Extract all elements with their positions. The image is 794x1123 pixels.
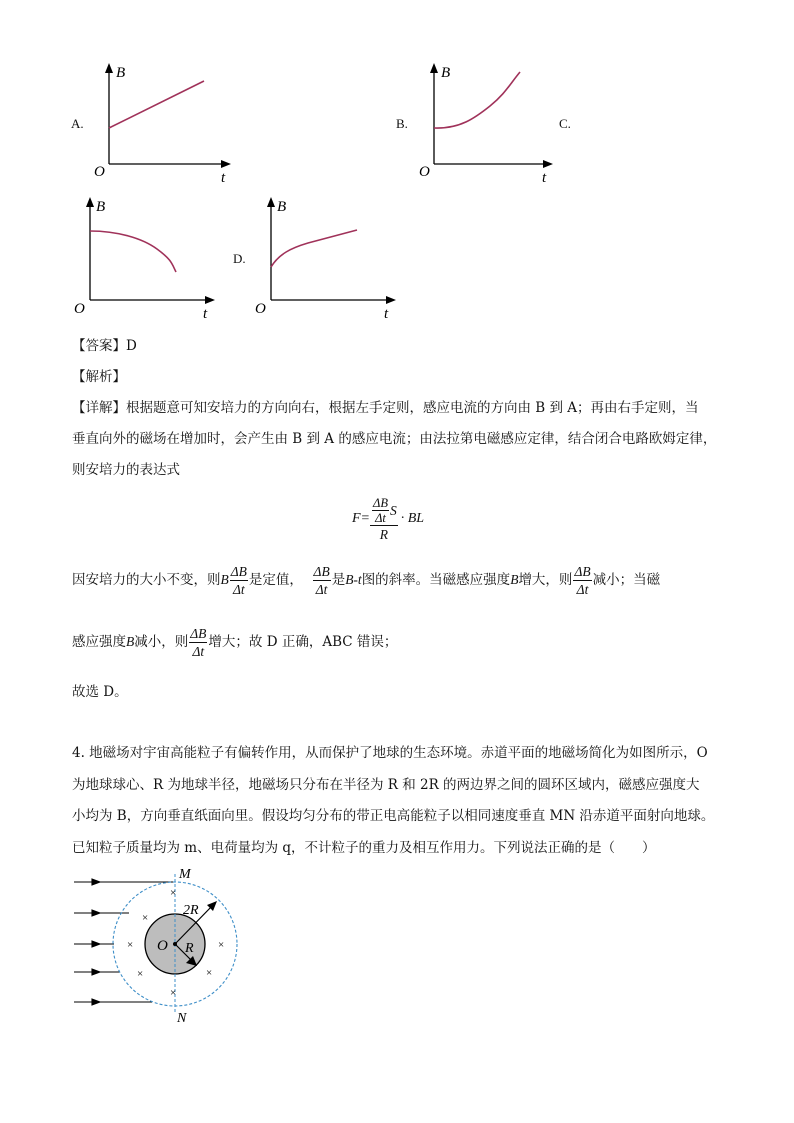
option-b-label: B.	[396, 116, 408, 131]
label-m: M	[179, 867, 191, 882]
svg-text:×: ×	[170, 887, 177, 899]
detail-line-3: 则安培力的表达式	[72, 462, 180, 478]
x-axis-arrow	[386, 296, 396, 304]
label-r: R	[185, 941, 194, 956]
label-n: N	[177, 1011, 187, 1026]
axis-label-t: t	[542, 170, 547, 186]
question-4-line-1: 4. 地磁场对宇宙高能粒子有偏转作用，从而保护了地球的生态环境。赤道平面的地磁场简化为如图所示，O	[72, 745, 708, 761]
conclusion: 故选 D。	[72, 684, 128, 700]
origin-label: O	[255, 301, 266, 317]
x-axis-arrow	[221, 160, 231, 168]
inline-fraction: $\frac{\Delta B}{\Delta t}$	[574, 564, 591, 597]
option-a-label: A.	[71, 116, 84, 131]
formula-ampere-force	[352, 490, 424, 548]
svg-text:×: ×	[127, 939, 134, 951]
origin-label: O	[94, 164, 105, 180]
y-axis-arrow	[86, 197, 94, 207]
inline-fraction: $\frac{\Delta B}{\Delta t}$	[190, 626, 207, 659]
axis-label-t: t	[384, 306, 389, 322]
label-2r: 2R	[183, 903, 199, 918]
answer-tag: 【答案】	[72, 338, 126, 354]
axis-label-t: t	[221, 170, 226, 186]
formula-inner-fraction: $\frac{\Delta B}{\Delta t}$	[373, 495, 388, 525]
axis-label-t: t	[203, 306, 208, 322]
svg-text:×: ×	[206, 967, 213, 979]
formula-tail: · BL	[400, 511, 425, 526]
curve-c	[90, 231, 176, 272]
x-axis-arrow	[205, 296, 215, 304]
svg-text:×: ×	[170, 987, 177, 999]
graph-b	[415, 58, 565, 186]
y-axis-arrow	[267, 197, 275, 207]
axis-label-b: B	[441, 65, 451, 81]
axis-label-b: B	[277, 199, 287, 215]
question-4-line-4: 已知粒子质量均为 m、电荷量均为 q，不计粒子的重力及相互作用力。下列说法正确的是（ ）	[72, 839, 656, 856]
answer-value: D	[126, 338, 137, 354]
question-4	[72, 738, 732, 864]
origin-label: O	[419, 164, 430, 180]
y-axis-arrow	[105, 63, 113, 73]
svg-text:×: ×	[142, 912, 149, 924]
axis-label-b: B	[116, 65, 126, 81]
inline-fraction: $\frac{\Delta B}{\Delta t}$	[230, 564, 247, 597]
figure-earth-magnetic-field	[72, 864, 262, 1029]
analysis-line	[72, 362, 732, 393]
detail-tag: 【详解】	[72, 400, 126, 416]
slope-paragraph-line-1: 因安培力的大小不变，则B $\frac{\Delta B}{\Delta t}$ 是定值， $\frac{\Delta B}{\Delta t}$ 是B-t图的斜率。当磁感应强度B增大，则 $\frac{\Delta B}{\Delta t}$ 减小；当磁	[72, 564, 661, 597]
formula-lhs: F=	[352, 511, 370, 526]
option-d-label: D.	[233, 251, 246, 266]
formula-s: S	[389, 502, 397, 518]
axis-label-b: B	[96, 199, 106, 215]
detail-line-2: 垂直向外的磁场在增加时，会产生由 B 到 A 的感应电流；由法拉第电磁感应定律，结合闭合电路欧姆定律，	[72, 431, 717, 447]
y-axis-arrow	[430, 63, 438, 73]
label-o: O	[157, 938, 168, 954]
analysis-tag: 【解析】	[72, 369, 126, 385]
origin-label: O	[74, 301, 85, 317]
graph-a	[90, 58, 240, 186]
inline-fraction: $\frac{\Delta B}{\Delta t}$	[313, 564, 330, 597]
question-4-line-3: 小均为 B，方向垂直纸面向里。假设均匀分布的带正电高能粒子以相同速度垂直 MN 沿赤道平面射向地球。	[72, 808, 715, 824]
detail-paragraph	[72, 393, 732, 486]
option-c-label: C.	[559, 116, 571, 131]
graph-c	[72, 192, 222, 322]
detail-line-1: 根据题意可知安培力的方向向右，根据左手定则，感应电流的方向由 B 到 A；再由右手定则，当	[126, 400, 699, 416]
svg-text:×: ×	[137, 968, 144, 980]
slope-paragraph-line-2: 感应强度B减小，则 $\frac{\Delta B}{\Delta t}$ 增大；故 D 正确，ABC 错误；	[72, 626, 398, 659]
answer-line	[72, 331, 732, 362]
curve-d	[271, 230, 357, 267]
x-axis-arrow	[543, 160, 553, 168]
formula-r: R	[379, 526, 388, 542]
graph-d	[253, 192, 403, 322]
question-4-line-2: 为地球球心、R 为地球半径，地磁场只分布在半径为 R 和 2R 的两边界之间的圆环区域内，磁感应强度大	[72, 776, 700, 793]
svg-text:×: ×	[218, 939, 225, 951]
curve-a	[109, 81, 204, 128]
formula-outer-fraction	[370, 496, 398, 543]
